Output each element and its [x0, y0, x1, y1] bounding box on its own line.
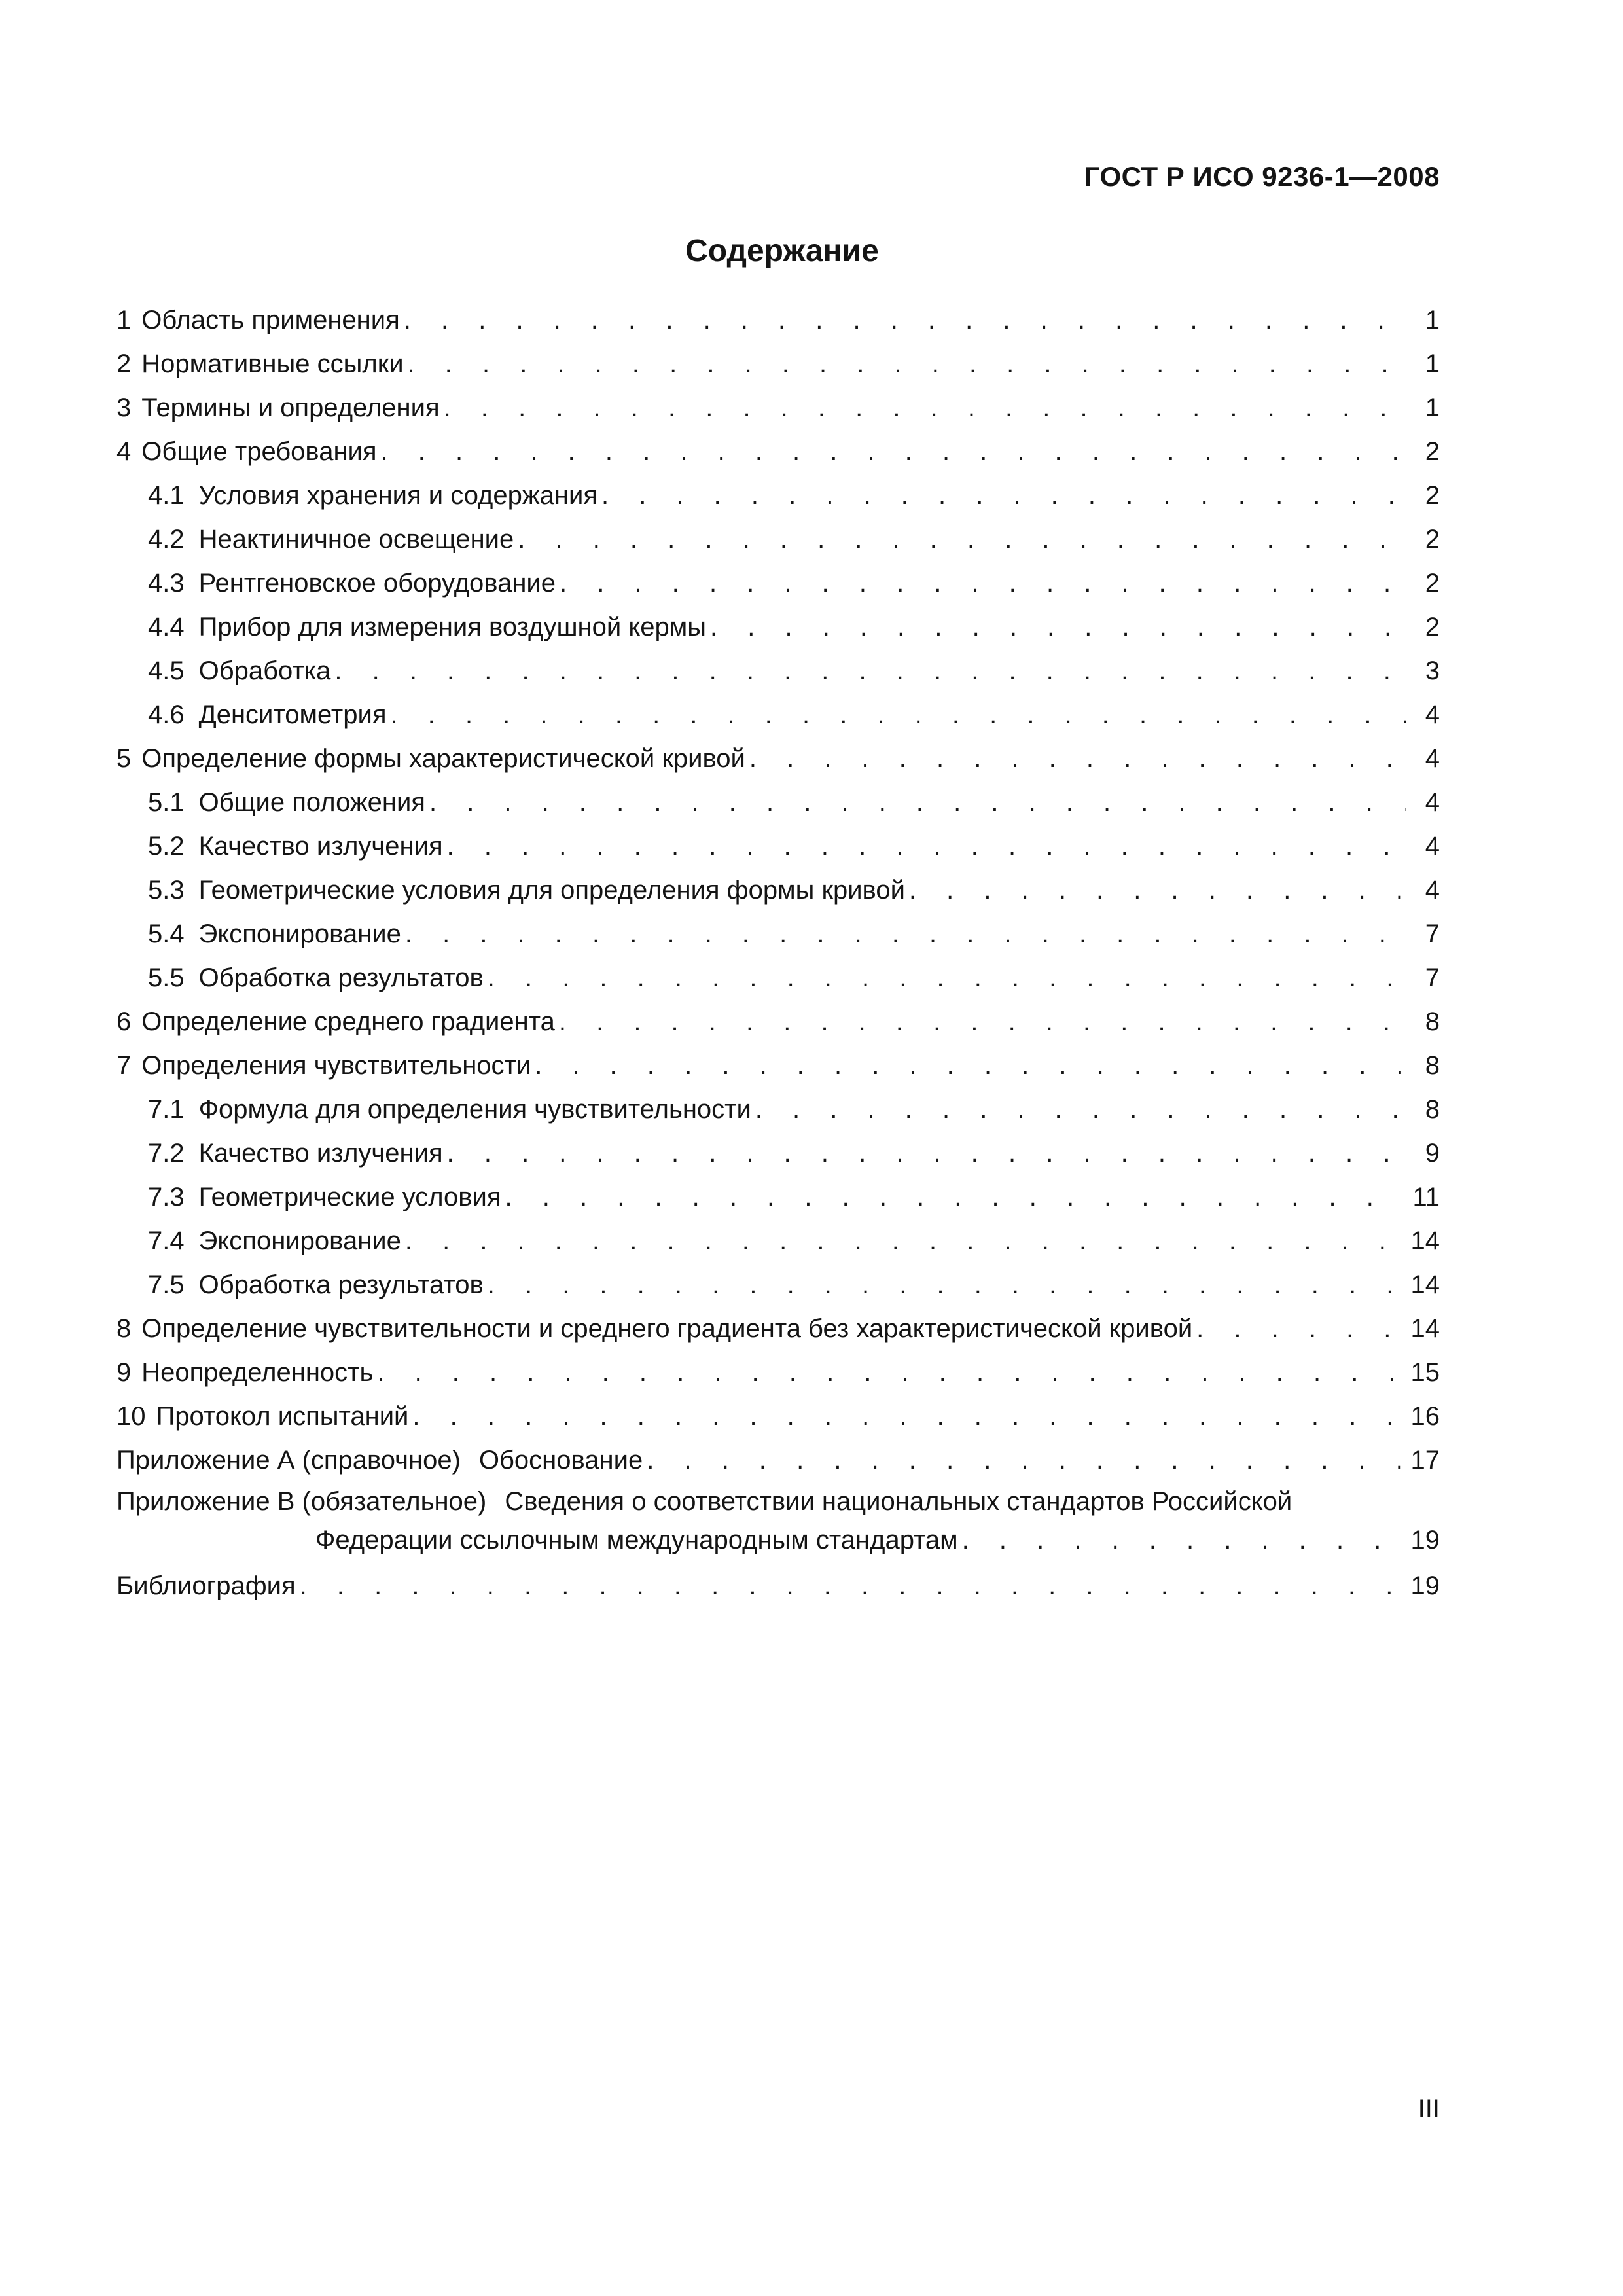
document-header-code: ГОСТ Р ИСО 9236-1—2008	[1084, 161, 1440, 192]
toc-entry-title: Определение чувствительности и среднего градиента без характеристической кривой	[141, 1314, 1193, 1343]
toc-entry-title: Неактиничное освещение	[198, 525, 514, 554]
toc-entry-page: 1	[1425, 393, 1440, 422]
toc-entry-page: 2	[1425, 481, 1440, 510]
toc-leader-dots	[535, 1044, 1406, 1088]
toc-entry-number: 7.5	[148, 1270, 185, 1299]
toc-entry-number: 7.3	[148, 1183, 185, 1211]
toc-entry-title: Обработка	[198, 656, 331, 685]
toc-entry-page: 14	[1410, 1270, 1440, 1299]
toc-entry-7-4[interactable]	[116, 1219, 1440, 1263]
toc-entry-2[interactable]	[116, 342, 1440, 386]
toc-entry-number: 5.3	[148, 876, 185, 905]
toc-entry-number: 7.1	[148, 1095, 185, 1124]
toc-entry-title-continued: Федерации ссылочным международным стандартам	[315, 1526, 958, 1554]
toc-leader-dots	[962, 1520, 1406, 1560]
toc-entry-title: Условия хранения и содержания	[198, 481, 597, 510]
toc-entry-page: 7	[1425, 963, 1440, 992]
toc-entry-title: Определение среднего градиента	[141, 1007, 555, 1036]
toc-entry-page: 9	[1425, 1139, 1440, 1168]
toc-entry-title: Термины и определения	[141, 393, 440, 422]
toc-entry-page: 15	[1410, 1358, 1440, 1387]
toc-entry-10[interactable]	[116, 1395, 1440, 1439]
toc-entry-page: 8	[1425, 1007, 1440, 1036]
toc-leader-dots	[429, 781, 1406, 825]
toc-entry-number: 5.4	[148, 920, 185, 948]
toc-entry-number: 8	[116, 1314, 132, 1343]
toc-entry-number: 4.4	[148, 613, 185, 641]
toc-leader-dots	[377, 1351, 1405, 1395]
toc-leader-dots	[447, 825, 1406, 869]
toc-entry-page: 4	[1425, 744, 1440, 773]
toc-entry-title: Формула для определения чувствительности	[198, 1095, 751, 1124]
toc-entry-title: Экспонирование	[198, 920, 401, 948]
toc-entry-page: 4	[1425, 788, 1440, 817]
toc-entry-title: Качество излучения	[198, 1139, 443, 1168]
toc-entry-page: 11	[1412, 1183, 1440, 1211]
toc-leader-dots	[559, 1000, 1406, 1044]
toc-entry-5-2[interactable]	[116, 825, 1440, 869]
toc-entry-4-3[interactable]	[116, 562, 1440, 605]
toc-entry-page: 2	[1425, 437, 1440, 466]
toc-entry-title: Определения чувствительности	[141, 1051, 531, 1080]
toc-entry-3[interactable]	[116, 386, 1440, 430]
toc-entry-title: Нормативные ссылки	[141, 350, 404, 378]
toc-entry-number: 7.2	[148, 1139, 185, 1168]
toc-entry-number: 5.1	[148, 788, 185, 817]
toc-entry-5-3[interactable]	[116, 869, 1440, 912]
toc-entry-page: 19	[1410, 1571, 1440, 1600]
toc-entry-number: 7.4	[148, 1227, 185, 1255]
toc-entry-page: 4	[1425, 700, 1440, 729]
toc-entry-title: Прибор для измерения воздушной кермы	[198, 613, 707, 641]
toc-entry-page: 4	[1425, 832, 1440, 861]
toc-entry-number: 3	[116, 393, 132, 422]
toc-entry-7[interactable]	[116, 1044, 1440, 1088]
toc-leader-dots	[300, 1564, 1406, 1608]
toc-leader-dots	[1196, 1307, 1405, 1351]
toc-leader-dots	[647, 1439, 1405, 1482]
toc-entry-title: Геометрические условия для определения формы кривой	[198, 876, 905, 905]
toc-leader-dots	[518, 518, 1406, 562]
toc-leader-dots	[404, 298, 1406, 342]
toc-entry-7-2[interactable]	[116, 1132, 1440, 1175]
toc-leader-dots	[381, 430, 1406, 474]
toc-appendix-label: Приложение В (обязательное)	[116, 1487, 487, 1516]
toc-entry-title: Рентгеновское оборудование	[198, 569, 556, 598]
toc-entry-title: Денситометрия	[198, 700, 387, 729]
toc-entry-title: Библиография	[116, 1571, 296, 1600]
toc-entry-page: 8	[1425, 1051, 1440, 1080]
toc-entry-title: Обоснование	[478, 1446, 643, 1475]
toc-entry-title: Общие положения	[198, 788, 425, 817]
toc-entry-7-5[interactable]	[116, 1263, 1440, 1307]
toc-leader-dots	[405, 1219, 1406, 1263]
toc-entry-page: 1	[1425, 350, 1440, 378]
toc-appendix-b-line2	[116, 1520, 1440, 1564]
toc-entry-title: Сведения о соответствии национальных стандартов Российской	[505, 1487, 1293, 1516]
toc-entry-5[interactable]	[116, 737, 1440, 781]
toc-entry-page: 1	[1425, 306, 1440, 334]
toc-leader-dots	[755, 1088, 1406, 1132]
table-of-contents	[116, 298, 1440, 1608]
toc-entry-number: 5.5	[148, 963, 185, 992]
toc-entry-title: Обработка результатов	[198, 1270, 484, 1299]
toc-entry-number: 4.3	[148, 569, 185, 598]
toc-entry-title: Геометрические условия	[198, 1183, 501, 1211]
toc-entry-page: 16	[1410, 1402, 1440, 1431]
toc-entry-title: Общие требования	[141, 437, 377, 466]
toc-entry-4-4[interactable]	[116, 605, 1440, 649]
toc-entry-number: 4.1	[148, 481, 185, 510]
toc-entry-number: 4	[116, 437, 132, 466]
toc-entry-6[interactable]	[116, 1000, 1440, 1044]
toc-entry-7-3[interactable]	[116, 1175, 1440, 1219]
toc-entry-page: 2	[1425, 525, 1440, 554]
toc-entry-4-6[interactable]	[116, 693, 1440, 737]
toc-entry-1[interactable]	[116, 298, 1440, 342]
toc-entry-page: 17	[1410, 1446, 1440, 1475]
toc-leader-dots	[412, 1395, 1405, 1439]
toc-entry-number: 10	[116, 1402, 146, 1431]
toc-entry-4[interactable]	[116, 430, 1440, 474]
toc-entry-number: 7	[116, 1051, 132, 1080]
toc-title: Содержание	[685, 234, 879, 268]
toc-appendix-label: Приложение А (справочное)	[116, 1446, 461, 1475]
toc-entry-number: 6	[116, 1007, 132, 1036]
toc-leader-dots	[334, 649, 1406, 693]
toc-entry-appendix-b[interactable]	[116, 1482, 1440, 1564]
toc-entry-title: Протокол испытаний	[156, 1402, 409, 1431]
toc-entry-5-1[interactable]	[116, 781, 1440, 825]
toc-entry-title: Экспонирование	[198, 1227, 401, 1255]
toc-entry-page: 14	[1410, 1314, 1440, 1343]
toc-leader-dots	[710, 605, 1406, 649]
toc-entry-page: 4	[1425, 876, 1440, 905]
toc-entry-title: Область применения	[141, 306, 400, 334]
toc-leader-dots	[447, 1132, 1406, 1175]
toc-entry-number: 1	[116, 306, 132, 334]
toc-entry-page: 7	[1425, 920, 1440, 948]
toc-entry-page: 3	[1425, 656, 1440, 685]
toc-entry-5-4[interactable]	[116, 912, 1440, 956]
toc-appendix-b-line1	[116, 1482, 1440, 1520]
toc-entry-8[interactable]	[116, 1307, 1440, 1351]
page-number: III	[1418, 2094, 1440, 2123]
toc-entry-page: 2	[1425, 569, 1440, 598]
toc-entry-9[interactable]	[116, 1351, 1440, 1395]
toc-leader-dots	[444, 386, 1406, 430]
toc-entry-number: 5.2	[148, 832, 185, 861]
toc-entry-number: 2	[116, 350, 132, 378]
toc-leader-dots	[488, 956, 1406, 1000]
toc-entry-page: 19	[1410, 1526, 1440, 1554]
toc-entry-4-5[interactable]	[116, 649, 1440, 693]
toc-leader-dots	[408, 342, 1406, 386]
toc-entry-number: 4.2	[148, 525, 185, 554]
toc-entry-number: 4.6	[148, 700, 185, 729]
toc-leader-dots	[909, 869, 1406, 912]
toc-entry-number: 4.5	[148, 656, 185, 685]
toc-entry-number: 9	[116, 1358, 132, 1387]
toc-entry-number: 5	[116, 744, 132, 773]
toc-entry-title: Обработка результатов	[198, 963, 484, 992]
toc-entry-page: 8	[1425, 1095, 1440, 1124]
toc-entry-7-1[interactable]	[116, 1088, 1440, 1132]
toc-leader-dots	[560, 562, 1406, 605]
toc-leader-dots	[405, 912, 1406, 956]
toc-entry-bibliography[interactable]	[116, 1564, 1440, 1608]
toc-entry-appendix-a[interactable]	[116, 1439, 1440, 1482]
toc-leader-dots	[488, 1263, 1406, 1307]
toc-entry-title: Неопределенность	[141, 1358, 374, 1387]
toc-entry-page: 2	[1425, 613, 1440, 641]
toc-leader-dots	[505, 1175, 1406, 1219]
toc-leader-dots	[749, 737, 1406, 781]
toc-entry-title: Определение формы характеристической кривой	[141, 744, 745, 773]
toc-leader-dots	[390, 693, 1406, 737]
toc-entry-4-1[interactable]	[116, 474, 1440, 518]
toc-entry-5-5[interactable]	[116, 956, 1440, 1000]
toc-entry-page: 14	[1410, 1227, 1440, 1255]
toc-entry-4-2[interactable]	[116, 518, 1440, 562]
toc-leader-dots	[601, 474, 1406, 518]
toc-entry-title: Качество излучения	[198, 832, 443, 861]
